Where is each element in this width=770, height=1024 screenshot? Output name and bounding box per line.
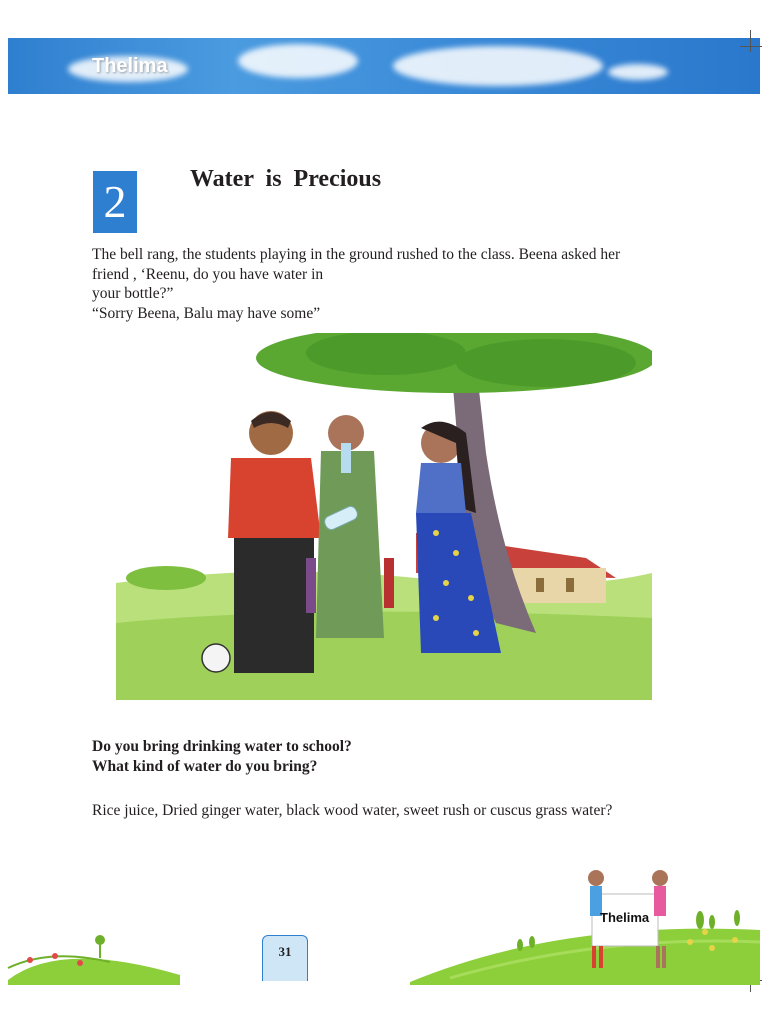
story-line: your bottle?” bbox=[92, 285, 174, 302]
story-paragraph bbox=[92, 245, 672, 323]
children-with-water-bottle-illustration bbox=[116, 333, 652, 700]
chapter-title: Water is Precious bbox=[190, 166, 382, 192]
header-title: Thelima bbox=[92, 55, 168, 77]
question-line: Do you bring drinking water to school? bbox=[92, 738, 352, 755]
story-line: The bell rang, the students playing in the ground rushed to the class. Beena asked her bbox=[92, 246, 621, 263]
story-illustration bbox=[116, 333, 652, 700]
story-line: “Sorry Beena, Balu may have some” bbox=[92, 304, 321, 322]
story-line: friend , ‘Reenu, do you have water in bbox=[92, 265, 324, 283]
footer-grass-decoration bbox=[0, 860, 770, 985]
question-line: What kind of water do you bring? bbox=[92, 758, 318, 775]
footer bbox=[0, 860, 770, 985]
chapter-number: 2 bbox=[93, 171, 137, 233]
crop-mark bbox=[740, 46, 762, 47]
sign-label: Thelima bbox=[600, 910, 650, 925]
answer-line: Rice juice, Dried ginger water, black wood water, sweet rush or cuscus grass water? bbox=[92, 802, 613, 819]
page-number: 31 bbox=[262, 935, 308, 981]
crop-mark bbox=[750, 30, 751, 52]
